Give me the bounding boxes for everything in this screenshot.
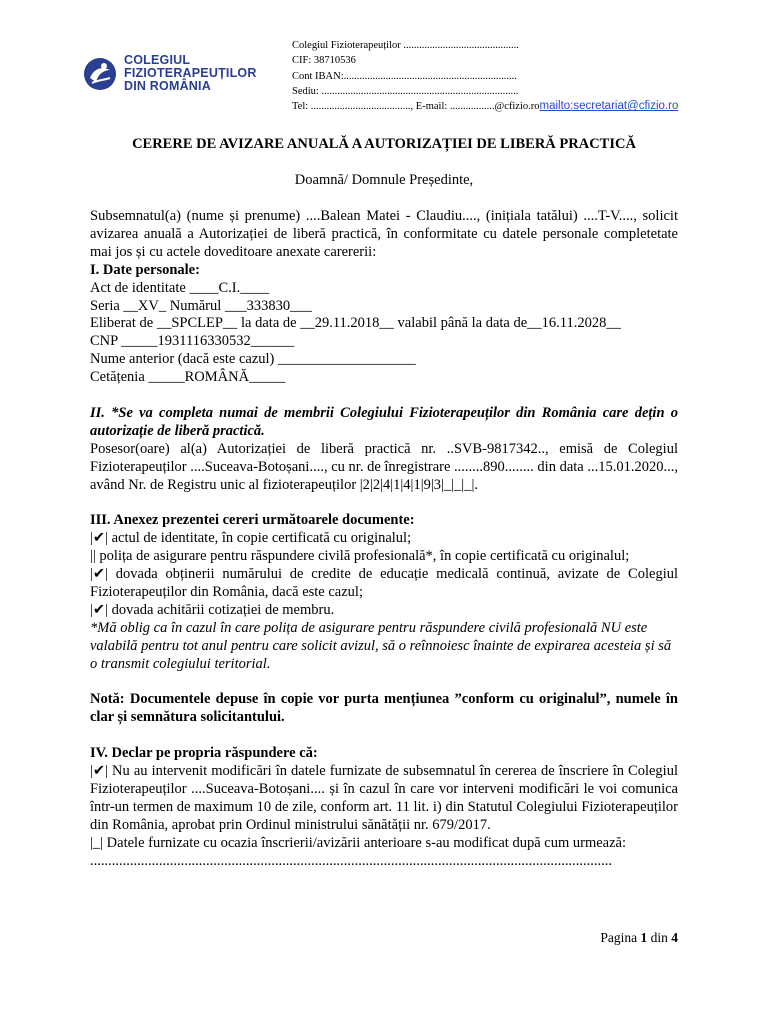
declaration-item-changed[interactable]: |_| Datele furnizate cu ocazia înscrierii/avizării anterioare s-au modificat după cum urmează: [90, 834, 626, 851]
issued-by-line: Eliberat de __SPCLEP__ la data de __29.11.2018__ valabil până la data de__16.11.2028__ [90, 315, 621, 332]
declaration-item-unchanged[interactable]: |✔| Nu au intervenit modificări în datele furnizate de subsemnatul în cererea de înscriere în Colegiul Fizioterapeuților ....Suceava-Botoșani.... și în cazul în care vor interveni modificări le voi comunica într-un termen de maximum 10 de zile, conform art. 11 lit. i) din Statutul Colegiului Fizioterapeuților din România, aprobat prin Ordinul ministrului sănătății nr. 679/2017. [90, 763, 678, 833]
contact-name: Colegiul Fizioterapeuților ............................................ [292, 40, 519, 51]
logo-line-2: FIZIOTERAPEUȚILOR [124, 66, 257, 80]
cnp-line: CNP _____1931116330532______ [90, 333, 295, 350]
logo-text [124, 54, 257, 93]
contact-iban: Cont IBAN:.................................................................. [292, 70, 517, 82]
section-3-heading: III. Anexez prezentei cereri următoarele documente: [90, 512, 415, 529]
document-item-insurance[interactable]: || polița de asigurare pentru răspundere civilă profesională*, în copie certificată cu originalul; [90, 548, 630, 565]
dotted-fill-line: ................................................................................................................................................ [90, 852, 612, 869]
email-link[interactable]: mailto:secretariat@cfizio.ro [539, 100, 679, 113]
page-middle: din [647, 930, 672, 945]
insurance-note: *Mă oblig ca în cazul în care polița de asigurare pentru răspundere civilă profesională NU este valabilă pentru tot anul pentru care solicit avizul, să o reînnoiesc înainte de expirarea acesteia și să o transmit colegiului teritorial. [90, 619, 672, 672]
logo-emblem-icon [82, 56, 118, 92]
document-body [90, 208, 678, 870]
document-title: CERERE DE AVIZARE ANUALĂ A AUTORIZAȚIEI DE LIBERĂ PRACTICĂ [132, 136, 636, 152]
previous-name-line: Nume anterior (dacă este cazul) ___________________ [90, 351, 416, 368]
contact-block [292, 38, 678, 114]
citizenship-line: Cetățenia _____ROMÂNĂ_____ [90, 369, 286, 386]
section-4-heading: IV. Declar pe propria răspundere că: [90, 745, 318, 762]
copy-note: Notă: Documentele depuse în copie vor purta mențiunea ”conform cu originalul”, numele în clar și semnătura solicitantului. [90, 691, 678, 726]
contact-phone-email [292, 99, 678, 114]
contact-phone-email-text: Tel: ......................................, E-mail: .................@cfizio.ro [292, 101, 540, 113]
page-number [600, 930, 678, 946]
logo-line-3: DIN ROMÂNIA [124, 79, 211, 93]
series-number-line: Seria __XV_ Numărul ___333830___ [90, 297, 312, 314]
logo-line-1: COLEGIUL [124, 53, 191, 67]
current-page: 1 [640, 930, 648, 945]
contact-address: Sediu: ........................................................................... [292, 85, 519, 97]
section-2-heading: II. *Se va completa numai de membrii Colegiului Fizioterapeuților din România care dețin o autorizație de liberă practică. [90, 404, 678, 439]
intro-paragraph: Subsemnatul(a) (nume și prenume) ....Balean Matei - Claudiu...., (inițiala tatălui) ....T-V...., solicit avizarea anuală a Autorizației de liberă practică, în conformitate cu datele personale completetate mai jos și cu actele doveditoare anexate carererii: [90, 208, 678, 260]
page-prefix: Pagina [600, 930, 641, 945]
college-logo [82, 52, 257, 98]
document-item-credits[interactable]: |✔| dovada obținerii numărului de credite de educație medicală continuă, avizate de Colegiul Fizioterapeuților din România, dacă este cazul; [90, 566, 678, 600]
contact-cif: CIF: 38710536 [292, 55, 356, 67]
section-1-heading: I. Date personale: [90, 261, 200, 278]
greeting: Doamnă/ Domnule Președinte, [294, 172, 474, 188]
id-document-line: Act de identitate ____C.I.____ [90, 279, 270, 296]
total-pages: 4 [671, 930, 678, 945]
document-item-fee[interactable]: |✔| dovada achitării cotizației de membru. [90, 601, 335, 618]
document-item-id[interactable]: |✔| actul de identitate, în copie certificată cu originalul; [90, 530, 412, 547]
section-2-text: Posesor(oare) al(a) Autorizației de liberă practică nr. ..SVB-9817342.., emisă de Colegiul Fizioterapeuților ....Suceava-Botoșani...., cu nr. de înregistrare ........890........ din data ...15.01.2020..., având Nr. de Registru unic al fizioterapeuților |2|2|4|1|4|1|9|3|_|_|_|. [90, 440, 678, 493]
